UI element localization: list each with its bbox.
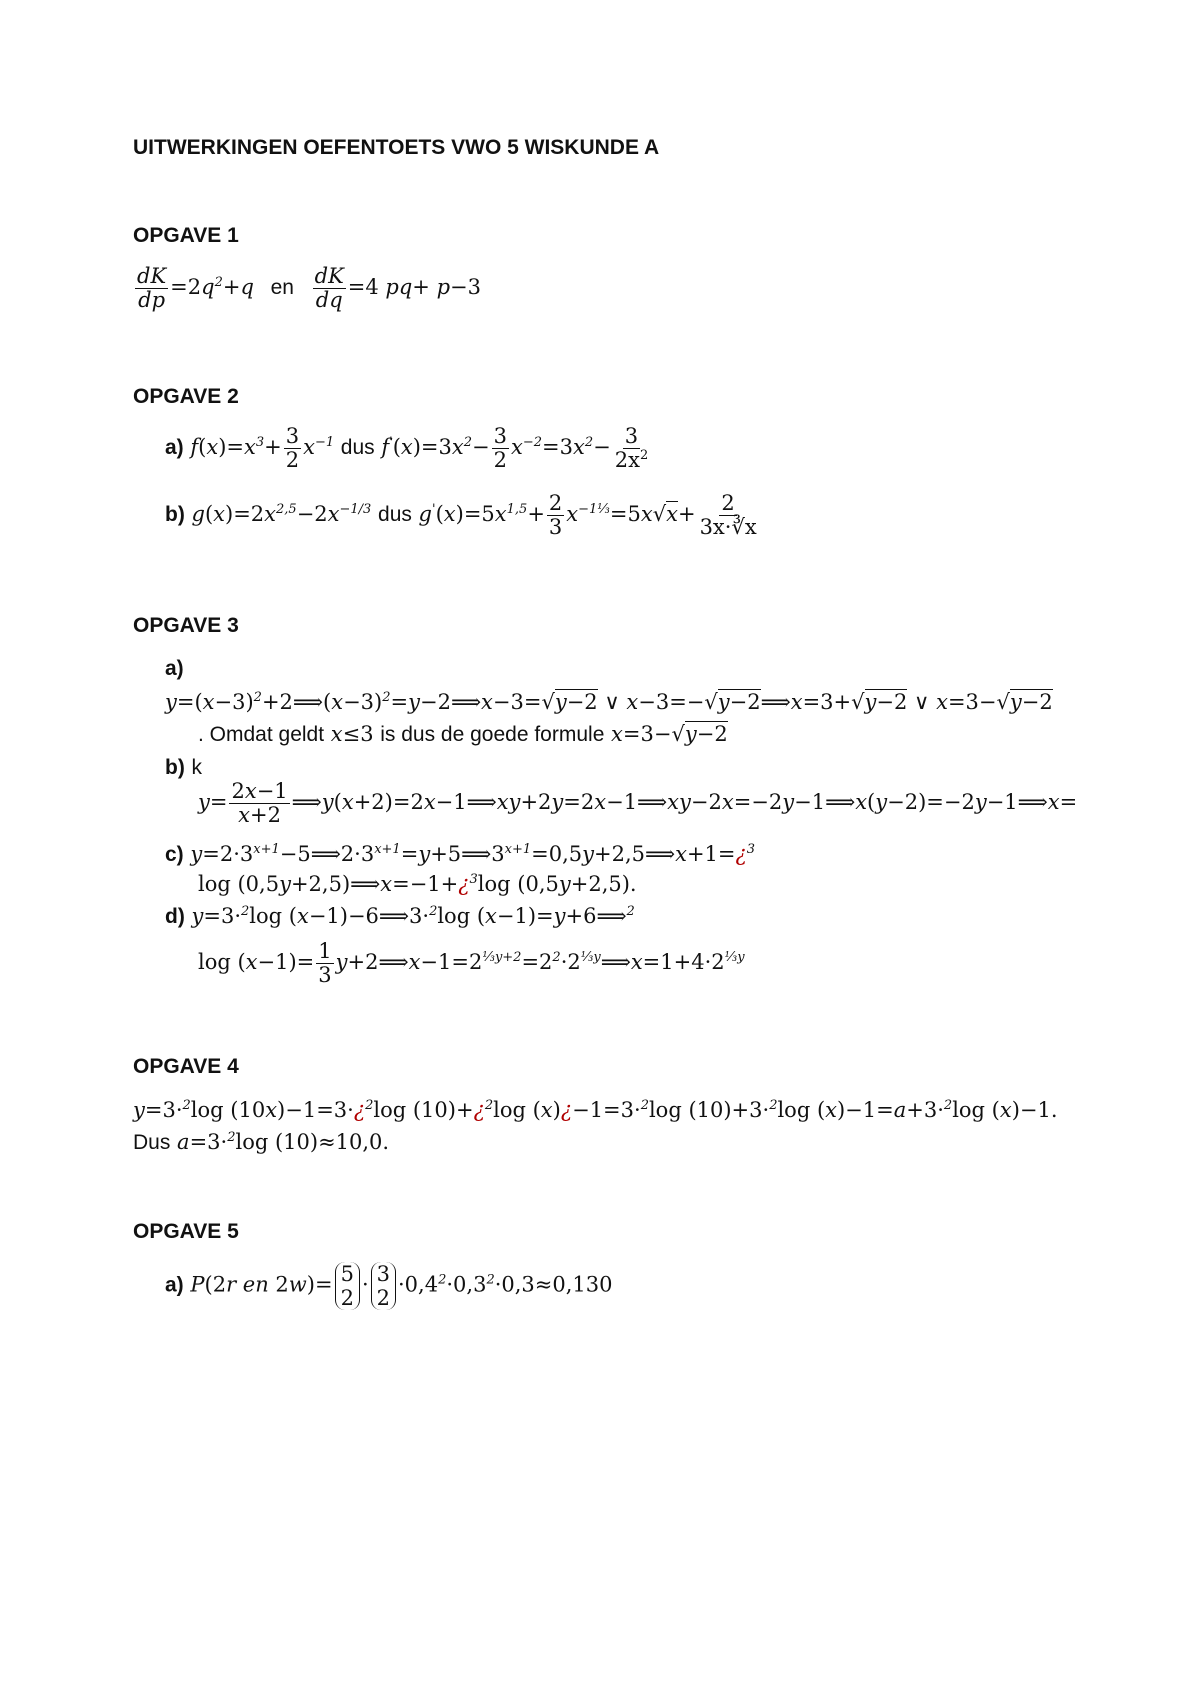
opgave-4-heading: OPGAVE 4 [133, 1055, 239, 1078]
opgave-3a-text: . Omdat geldt x≤3 is dus de goede formule x=3−√y−2 [198, 722, 728, 746]
opgave-3c: c) $y=2\cdot 3^{x+1}-5⟹2\cdot 3^{x+1}=y+5⟹3^{x+1}=0,5y+2,5⟹x+1=¿^3$ [165, 842, 756, 866]
opgave-1-formula: $\frac{dK}{dp}$ $=2q^2+q$ en $\frac{dK}{dq}$ =4 pq+ p−3 [137, 264, 481, 313]
opgave-4-conclusion: Dus a=3·$^2$log (10)≈10,0. [133, 1130, 390, 1154]
dus-word: dus [378, 503, 412, 527]
opgave-3a-formula: $y=(x-3)^2+2⟹(x-3)^2=y-2⟹x-3=√y-2$ ∨ x−3=−√y−2⟹x=3+√y−2 ∨ x=3−√y−2 [165, 690, 1053, 714]
label-a: a) [165, 436, 184, 460]
opgave-3d-line2: log (x−1)= $\frac{1}{3}$ $y+2⟹x-1=2^{\frac{1}{3}y+2}=2^2\cdot 2^{\frac{1}{3}y}⟹x=1+4\cdot 2^{\frac{1}{3}y}$ [198, 939, 745, 988]
opgave-4-formula: y=3·$^2$log (10x)−1=3·¿$^2$log (10)+¿$^2$log (x)¿−1=3·$^2$log (10)+3·$^2$log (x)−1=a+3·$^2$log (x)−1. [133, 1098, 1058, 1122]
opgave-3b: b) k [165, 756, 203, 779]
document-title: UITWERKINGEN OEFENTOETS VWO 5 WISKUNDE A [133, 136, 660, 159]
opgave-1-heading: OPGAVE 1 [133, 224, 239, 247]
opgave-2b: b) $g(x)=2x^{2,5}-2x^{-1/3}$ dus $g'(x)=5x^{1,5}+$ $\frac{2}{3}$ $x^{-1\frac{1}{3}}=5x√x+$ $\frac{2}{3x\cdot∛x}$ [165, 491, 757, 540]
dus-word: dus [340, 436, 375, 460]
opgave-3b-formula: y= $\frac{2x-1}{x+2}$ ⟹y(x+2)=2x−1⟹xy+2y=2x−1⟹xy−2x=−2y−1⟹x(y−2)=−2y−1⟹x= [198, 779, 1078, 828]
opgave-2a: a) $f(x)=x^3+$ $\frac{3}{2}$ $x^{-1}$ dus $f'(x)=3x^2-$ $\frac{3}{2}$ $x^{-2}=3x^2-$ $\frac{3}{2x^2}$ [165, 424, 649, 473]
opgave-3-heading: OPGAVE 3 [133, 614, 239, 637]
opgave-5a: a) P(2r en 2w)= 5 2 · 3 2 $\cdot 0,4^2\cdot 0,3^2\cdot 0,3\approx 0,130$ [165, 1262, 613, 1311]
label-b: b) [165, 503, 185, 527]
opgave-2-heading: OPGAVE 2 [133, 385, 239, 408]
en-word: en [270, 276, 294, 300]
opgave-5-heading: OPGAVE 5 [133, 1220, 239, 1243]
opgave-3a-label: a) [165, 657, 184, 680]
opgave-3c-line2: log (0,5y+2,5)⟹x=−1+¿$^3$log (0,5y+2,5). [198, 872, 637, 896]
opgave-3d: d) y=3·$^2$log (x−1)−6⟹3·$^2$log (x−1)=y+6⟹$^2$ [165, 904, 635, 928]
